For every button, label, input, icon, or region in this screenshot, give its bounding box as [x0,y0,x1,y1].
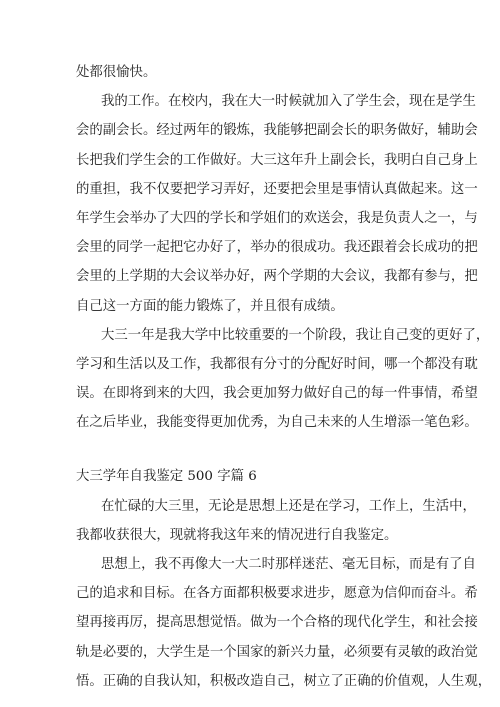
para-2-line-3: 在之后毕业，我能变得更加优秀，为自己未来的人生增添一笔色彩。 [76,415,478,431]
para-5-line-1: 己的追求和目标。在各方面都积极要求进步，愿意为信仰而奋斗。希 [76,586,478,602]
para-1-line-3: 的重担，我不仅要把学习弄好，还要把会里是事情认真做起来。这一 [76,181,478,197]
para-5-line-0: 思想上，我不再像大一大二时那样迷茫、毫无目标，而是有了自 [101,557,476,572]
para-1-line-0: 我的工作。在校内，我在大一时候就加入了学生会，现在是学生 [101,94,476,110]
paragraph-intro [76,492,476,550]
para-4-line-0: 在忙碌的大三里，无论是思想上还是在学习，工作上，生活中， [101,498,476,514]
para-1-line-6: 会里的上学期的大会议举办好，两个学期的大会议，我都有参与，把 [76,269,478,285]
para-1-line-2: 长把我们学生会的工作做好。大三这年升上副会长，我明白自己身上 [76,152,478,168]
section-gap [76,437,428,462]
para-2-line-2: 误。在即将到来的大四，我会更加努力做好自己的每一件事情，希望 [76,386,478,402]
para-5-line-2: 望再接再厉，提高思想觉悟。做为一个合格的现代化学生，和社会接 [76,615,478,631]
paragraph-work [76,87,478,321]
para-1-line-5: 会里的同学一起把它办好了，举办的很成功。我还跟着会长成功的把 [76,240,478,256]
section-heading: 大三学年自我鉴定 500 字篇 6 [76,469,257,485]
para-4-line-1: 我都收获很大，现就将我这年来的情况进行自我鉴定。 [76,527,398,543]
para-0-line-0: 处都很愉快。 [76,65,157,80]
paragraph-thought [76,550,492,696]
para-1-line-7: 自己这一方面的能力锻炼了，并且很有成绩。 [76,298,344,314]
para-2-line-0: 大三一年是我大学中比较重要的一个阶段，我让自己变的更好了， [101,327,490,343]
para-1-line-1: 会的副会长。经过两年的锻炼，我能够把副会长的职务做好，辅助会 [76,123,478,139]
document-page [76,58,492,696]
para-5-line-4: 悟。正确的自我认知，积极改造自己，树立了正确的价值观，人生观， [76,673,492,689]
para-1-line-4: 年学生会举办了大四的学长和学姐们的欢送会，我是负责人之一，与 [76,210,478,226]
para-5-line-3: 轨是必要的，大学生是一个国家的新兴力量，必须要有灵敏的政治觉 [76,644,478,660]
paragraph-junior-year [76,321,490,438]
para-2-line-1: 学习和生活以及工作，我都很有分寸的分配好时间，哪一个都没有耽 [76,356,478,372]
